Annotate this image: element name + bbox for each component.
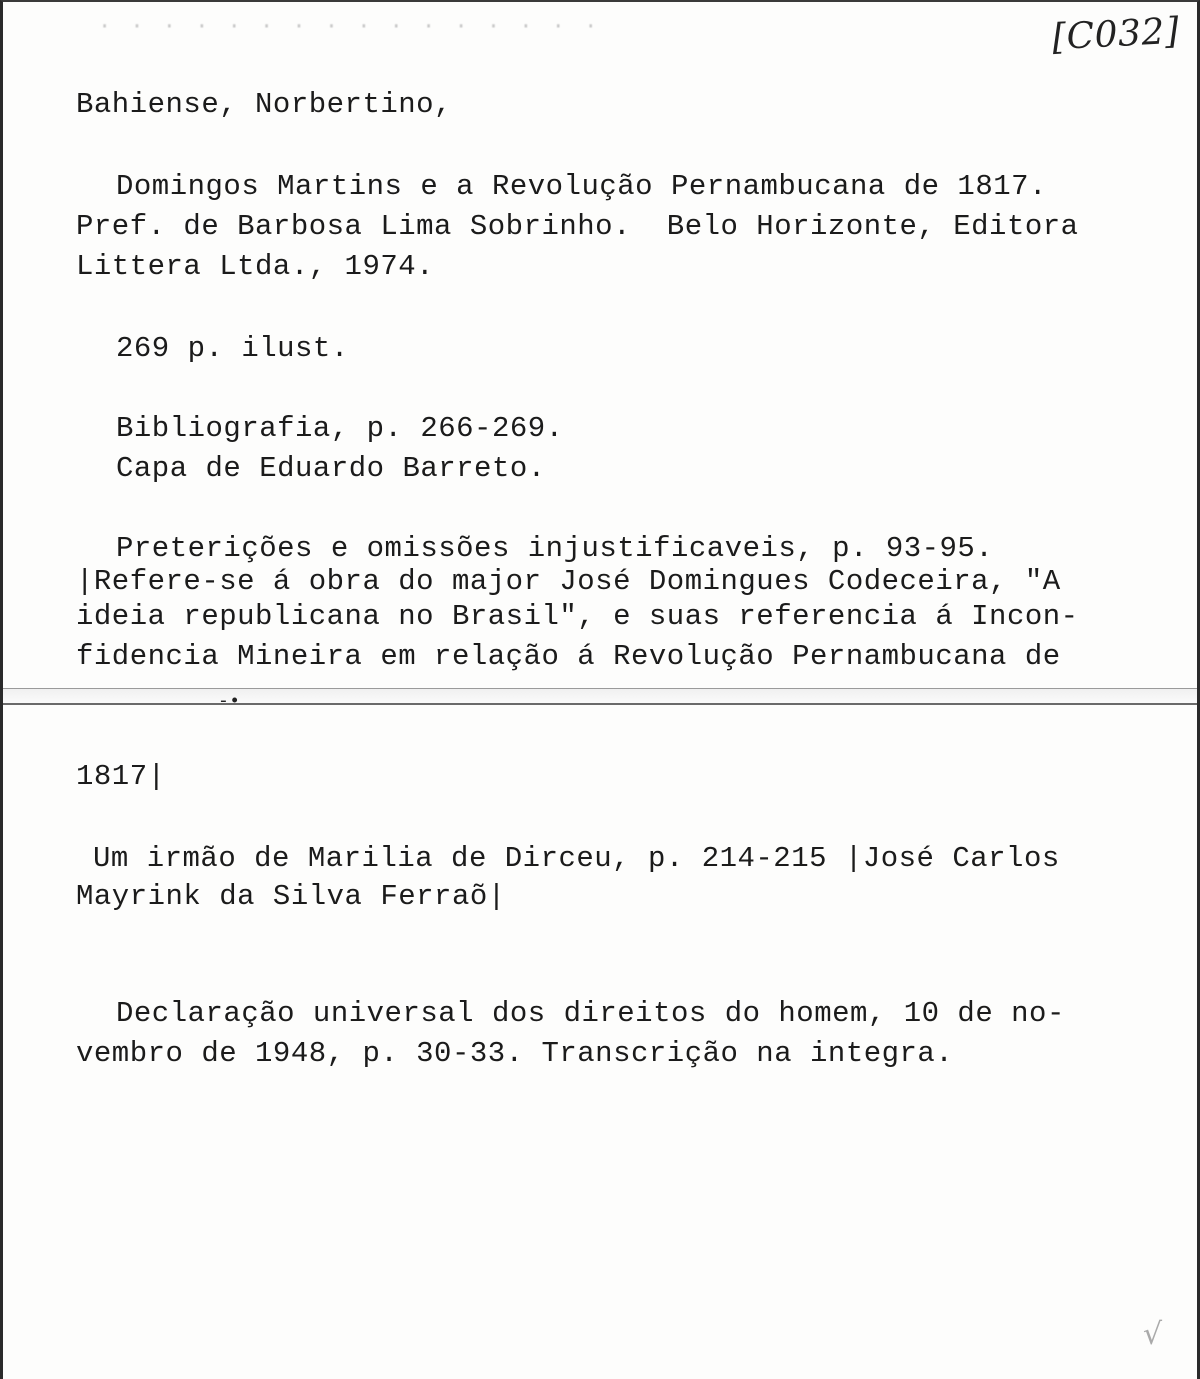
note-cover: Capa de Eduardo Barreto. (116, 452, 546, 485)
note1-line-1: Preterições e omissões injustificaveis, p. 93-95. (116, 532, 994, 565)
note1-line-5: 1817| (76, 760, 166, 793)
note1-line-4: fidencia Mineira em relação á Revolução Pernambucana de (76, 640, 1061, 673)
note2-line-2: Mayrink da Silva Ferraõ| (76, 880, 506, 913)
fold-mark: -• (218, 692, 241, 712)
pencil-checkmark: √ (1143, 1317, 1163, 1352)
note3-line-2: vembro de 1948, p. 30-33. Transcrição na integra. (76, 1037, 954, 1070)
reference-number: [C032] (1050, 10, 1180, 59)
note1-line-2: |Refere-se á obra do major José Domingues Codeceira, "A (76, 565, 1061, 598)
note-bibliography: Bibliografia, p. 266-269. (116, 412, 564, 445)
author-heading: Bahiense, Norbertino, (76, 88, 452, 121)
collation: 269 p. ilust. (116, 332, 349, 365)
title-line-1: Domingos Martins e a Revolução Pernambucana de 1817. (116, 170, 1047, 203)
note3-line-1: Declaração universal dos direitos do homem, 10 de no- (116, 997, 1065, 1030)
note1-line-3: ideia republicana no Brasil", e suas referencia á Incon- (76, 600, 1079, 633)
faded-stamp-text: · · · · · · · · · · · · · · · · (98, 14, 601, 39)
card-fold (3, 688, 1197, 705)
title-line-2: Pref. de Barbosa Lima Sobrinho. Belo Horizonte, Editora (76, 210, 1079, 243)
note2-line-1: Um irmão de Marilia de Dirceu, p. 214-215 |José Carlos (93, 842, 1060, 875)
title-line-3: Littera Ltda., 1974. (76, 250, 435, 283)
